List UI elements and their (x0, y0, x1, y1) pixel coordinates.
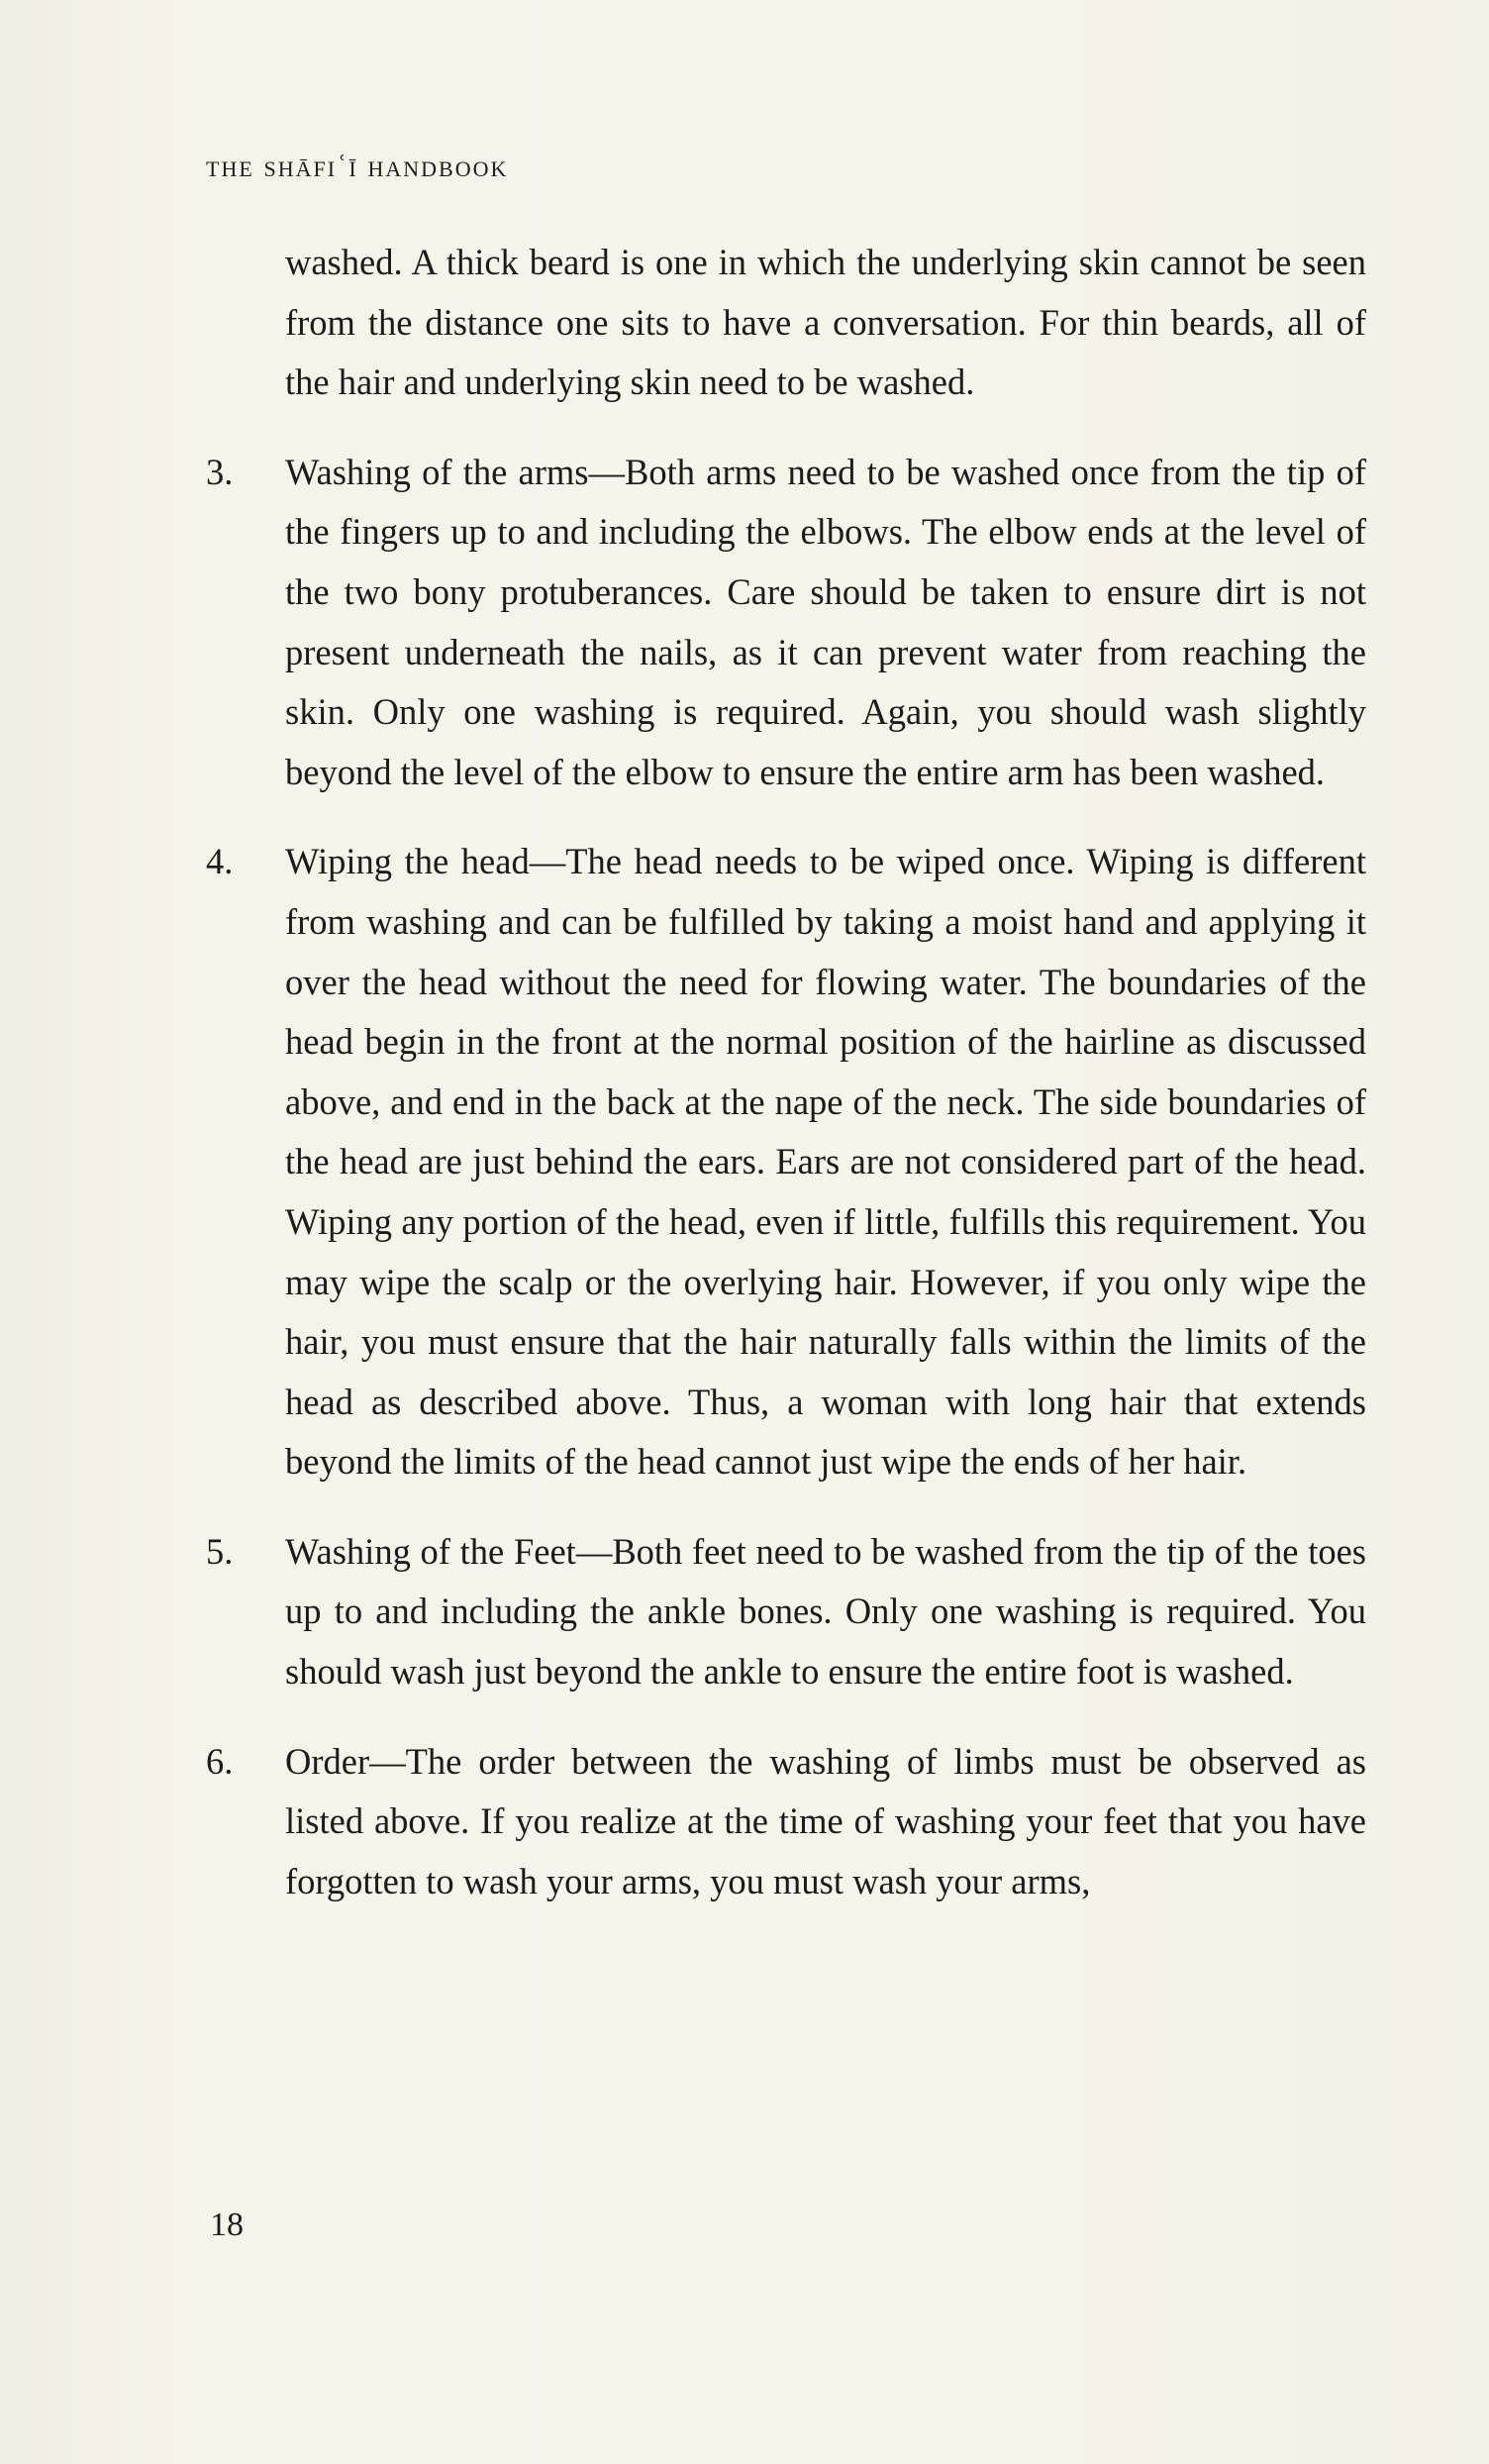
list-item-text: Washing of the arms—Both arms need to be washed once from the tip of the fingers up to and including the elbows. The elbow ends at the level of the two bony protuberances. Care should be taken to ensure dirt is not present underneath the nails, as it can prevent water from reaching the skin. Only one washing is required. Again, you should wash slightly beyond the level of the elbow to ensure the entire arm has been washed. (285, 451, 1366, 792)
running-head: the shāfiʿī handbook (206, 149, 509, 183)
continued-paragraph: washed. A thick beard is one in which the underlying skin cannot be seen from the distance one sits to have a conversation. For thin beards, all of the hair and underlying skin need to be washed. (285, 242, 1366, 403)
list-item-text: Wiping the head—The head needs to be wiped once. Wiping is different from washing and can be fulfilled by taking a moist hand and applying it over the head without the need for flowing water. The boundaries of the head begin in the front at the normal position of the hairline as discussed above, and end in the back at the nape of the neck. The side boundaries of the head are just behind the ears. Ears are not considered part of the head. Wiping any portion of the head, even if little, fulfills this requirement. You may wipe the scalp or the overlying hair. However, if you only wipe the hair, you must ensure that the hair naturally falls within the limits of the head as described above. Thus, a woman with long hair that extends beyond the limits of the head cannot just wipe the ends of her hair. (285, 841, 1366, 1483)
list-number: 4. (206, 841, 234, 882)
list-item-3 (206, 443, 1366, 803)
list-number: 3. (206, 451, 234, 492)
list-number: 5. (206, 1530, 234, 1572)
list-number: 6. (206, 1740, 234, 1782)
list-item-6 (206, 1732, 1366, 1912)
list-item-text: Washing of the Feet—Both feet need to be washed from the tip of the toes up to and including the ankle bones. Only one washing is required. You should wash just beyond the ankle to ensure the entire foot is washed. (285, 1530, 1366, 1693)
body-text (206, 233, 1366, 1941)
page-number: 18 (210, 2207, 244, 2243)
list-item-5 (206, 1522, 1366, 1702)
list-item-4 (206, 832, 1366, 1492)
list-item-text: Order—The order between the washing of limbs must be observed as listed above. If you realize at the time of washing your feet that you have forgotten to wash your arms, you must wash your arms, (285, 1740, 1366, 1901)
